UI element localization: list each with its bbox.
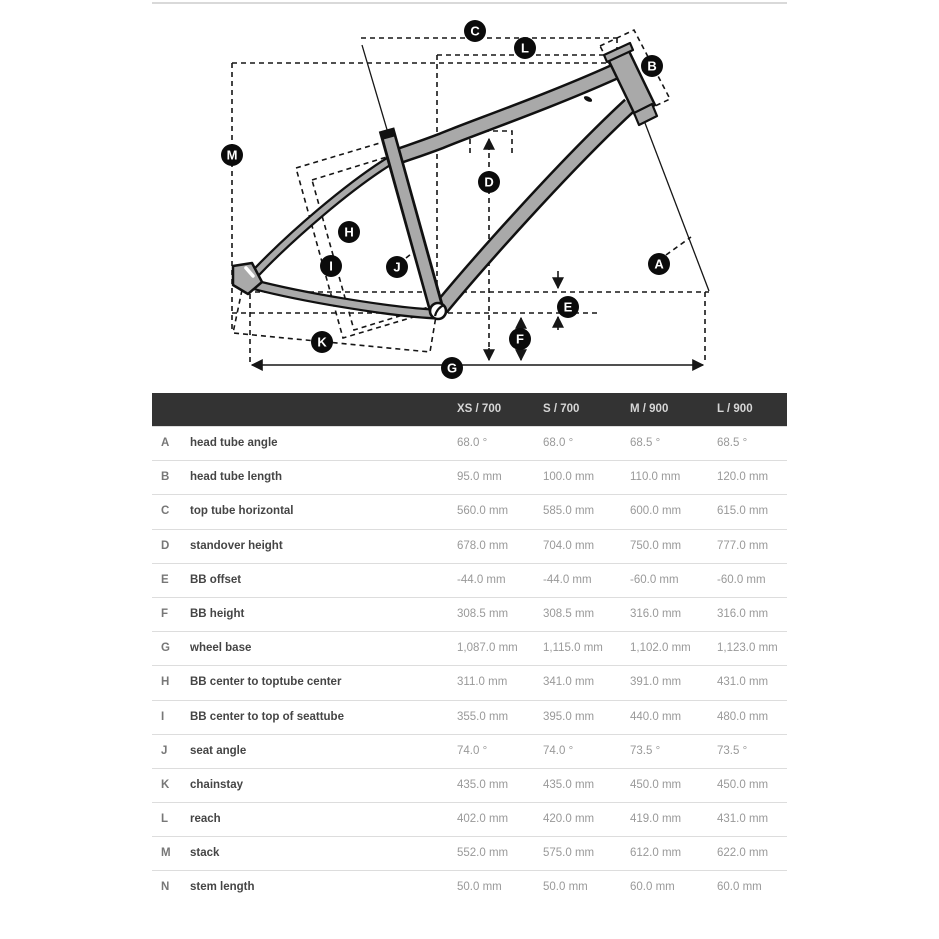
table-row-l (152, 802, 787, 836)
marker-l (514, 37, 536, 59)
row-value: -44.0 mm (543, 573, 592, 586)
svg-text:C: C (470, 23, 480, 39)
row-key: G (161, 642, 170, 655)
marker-e (557, 296, 579, 318)
table-row-c (152, 494, 787, 528)
table-row-m (152, 836, 787, 870)
row-key: H (161, 676, 170, 689)
row-label: reach (190, 813, 221, 826)
svg-text:B: B (647, 58, 657, 74)
marker-f (509, 328, 531, 350)
row-label: BB offset (190, 573, 242, 586)
row-value: -44.0 mm (457, 573, 506, 586)
svg-text:I: I (329, 258, 333, 274)
row-label: head tube angle (190, 437, 278, 449)
row-value: 420.0 mm (543, 813, 595, 826)
row-value: 552.0 mm (457, 847, 509, 860)
row-key: D (161, 539, 170, 552)
row-value: 73.5 ° (717, 744, 748, 757)
svg-text:L: L (521, 40, 529, 56)
row-value: 120.0 mm (717, 471, 769, 484)
row-label: BB center to toptube center (190, 676, 342, 689)
row-key: A (161, 437, 170, 449)
marker-h (338, 221, 360, 243)
row-key: L (161, 813, 169, 826)
row-label: wheel base (190, 642, 252, 655)
row-value: 68.5 ° (630, 437, 661, 449)
row-value: 100.0 mm (543, 471, 595, 484)
row-value: 1,102.0 mm (630, 642, 691, 655)
row-value: 440.0 mm (630, 710, 682, 723)
bike-geometry-diagram (0, 0, 939, 390)
row-value: 575.0 mm (543, 847, 595, 860)
row-value: 68.0 ° (457, 437, 488, 449)
row-key: E (161, 573, 169, 586)
row-value: 750.0 mm (630, 539, 682, 552)
row-label: stem length (190, 881, 255, 894)
head-angle-pointer-a (666, 237, 691, 255)
row-value: 316.0 mm (630, 607, 682, 620)
svg-text:M: M (226, 147, 238, 163)
row-value: 402.0 mm (457, 813, 509, 826)
row-value: 777.0 mm (717, 539, 769, 552)
bike-frame (233, 40, 657, 319)
row-value: 95.0 mm (457, 471, 502, 484)
header-spacer-key (152, 393, 190, 426)
row-value: 60.0 mm (717, 881, 762, 894)
svg-text:A: A (654, 256, 664, 272)
column-header-s: S / 700 (543, 403, 580, 415)
marker-d (478, 171, 500, 193)
row-value: 311.0 mm (457, 676, 508, 689)
column-header-l: L / 900 (717, 403, 753, 415)
svg-text:E: E (563, 299, 573, 315)
table-row-g (152, 631, 787, 665)
row-value: 615.0 mm (717, 505, 769, 518)
table-row-f (152, 597, 787, 631)
row-key: J (161, 744, 168, 757)
row-value: 110.0 mm (630, 471, 681, 484)
cable-port (583, 95, 593, 103)
marker-b (641, 55, 663, 77)
row-key: F (161, 607, 169, 620)
row-value: 60.0 mm (630, 881, 675, 894)
row-value: 68.5 ° (717, 437, 748, 449)
row-value: 622.0 mm (717, 847, 769, 860)
table-row-a (152, 426, 787, 460)
svg-text:H: H (344, 224, 354, 240)
row-label: stack (190, 847, 220, 860)
row-value: 435.0 mm (543, 778, 595, 791)
row-value: 308.5 mm (457, 607, 509, 620)
table-row-k (152, 768, 787, 802)
marker-a (648, 253, 670, 275)
row-value: 435.0 mm (457, 778, 509, 791)
row-value: 316.0 mm (717, 607, 769, 620)
svg-text:K: K (317, 334, 327, 350)
row-value: 431.0 mm (717, 813, 769, 826)
row-key: B (161, 471, 170, 484)
row-key: N (161, 881, 170, 894)
row-value: 395.0 mm (543, 710, 595, 723)
row-value: 600.0 mm (630, 505, 682, 518)
toptube-horizontal-line-c (361, 38, 617, 52)
marker-j (386, 256, 408, 278)
table-row-d (152, 529, 787, 563)
svg-text:D: D (484, 174, 494, 190)
row-value: 450.0 mm (630, 778, 682, 791)
column-header-m: M / 900 (630, 403, 669, 415)
marker-m (221, 144, 243, 166)
row-value: 1,087.0 mm (457, 642, 518, 655)
row-label: chainstay (190, 778, 244, 791)
row-value: 704.0 mm (543, 539, 595, 552)
row-value: 612.0 mm (630, 847, 682, 860)
row-label: head tube length (190, 471, 282, 484)
row-key: I (161, 710, 165, 723)
row-label: seat angle (190, 744, 247, 757)
marker-g (441, 357, 463, 379)
row-value: 1,115.0 mm (543, 642, 603, 655)
row-value: 50.0 mm (543, 881, 588, 894)
svg-text:F: F (516, 331, 524, 347)
table-row-b (152, 460, 787, 494)
svg-text:G: G (446, 360, 458, 376)
row-value: 560.0 mm (457, 505, 509, 518)
row-label: standover height (190, 539, 283, 552)
row-value: 480.0 mm (717, 710, 769, 723)
row-label: top tube horizontal (190, 505, 294, 518)
row-value: 341.0 mm (543, 676, 595, 689)
geometry-table (152, 393, 787, 905)
row-label: BB center to top of seattube (190, 710, 344, 723)
table-header (152, 393, 787, 426)
svg-text:J: J (393, 259, 401, 275)
row-value: 355.0 mm (457, 710, 509, 723)
row-value: 431.0 mm (717, 676, 769, 689)
table-row-h (152, 665, 787, 699)
row-value: 419.0 mm (630, 813, 682, 826)
row-value: -60.0 mm (717, 573, 766, 586)
row-value: 308.5 mm (543, 607, 595, 620)
row-value: 50.0 mm (457, 881, 502, 894)
row-value: 678.0 mm (457, 539, 509, 552)
table-row-e (152, 563, 787, 597)
row-value: 1,123.0 mm (717, 642, 778, 655)
table-row-n (152, 870, 787, 904)
row-value: 585.0 mm (543, 505, 595, 518)
table-row-i (152, 700, 787, 734)
row-value: 68.0 ° (543, 437, 574, 449)
row-label: BB height (190, 607, 245, 620)
row-value: 391.0 mm (630, 676, 682, 689)
row-key: K (161, 778, 170, 791)
marker-k (311, 331, 333, 353)
table-row-j (152, 734, 787, 768)
row-value: 450.0 mm (717, 778, 769, 791)
marker-c (464, 20, 486, 42)
row-value: 74.0 ° (457, 744, 488, 757)
column-header-xs: XS / 700 (457, 403, 502, 415)
row-value: -60.0 mm (630, 573, 679, 586)
header-spacer-label (190, 393, 457, 426)
marker-i (320, 255, 342, 277)
seatpost-axis-line (362, 45, 388, 133)
row-value: 74.0 ° (543, 744, 574, 757)
row-key: M (161, 847, 171, 860)
row-key: C (161, 505, 170, 518)
row-value: 73.5 ° (630, 744, 661, 757)
